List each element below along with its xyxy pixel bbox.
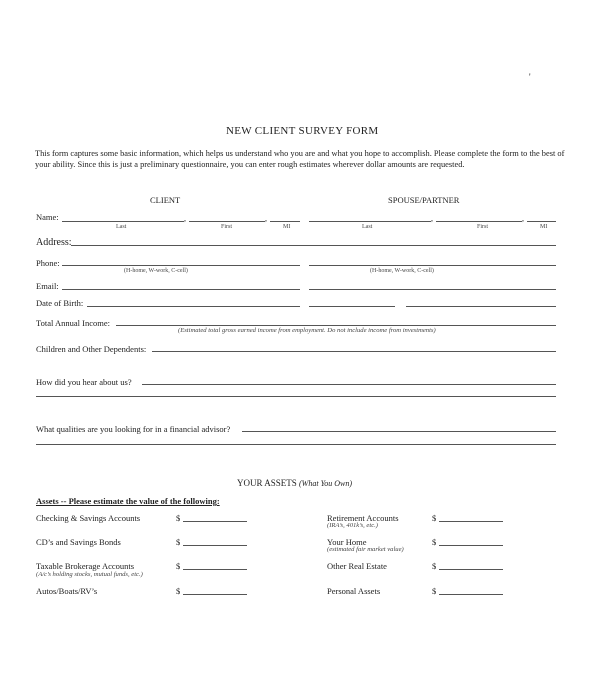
- assets-heading: [237, 478, 352, 488]
- hear-about-field-line2[interactable]: [36, 396, 556, 397]
- currency-symbol: $: [432, 561, 437, 571]
- asset-label-retirement: Retirement Accounts: [327, 513, 399, 523]
- spouse-last-name-field[interactable]: [309, 221, 431, 222]
- spouse-mi-sublabel: MI: [540, 224, 548, 230]
- address-label: Address:: [36, 237, 72, 248]
- asset-label-cds: CD’s and Savings Bonds: [36, 537, 121, 547]
- corner-mark: ': [529, 72, 531, 82]
- form-intro: This form captures some basic information, which helps us understand who you are and what you hope to accomplish. Please complete the form to the best of your ability. Since this is just a preliminary questionnaire, you can enter rough estimates wherever dollar amounts are requested.: [35, 149, 565, 169]
- spouse-first-name-field[interactable]: [436, 221, 522, 222]
- extra-dob-field[interactable]: [406, 306, 556, 307]
- assets-heading-text: YOUR ASSETS: [237, 478, 297, 488]
- asset-label-brokerage: Taxable Brokerage Accounts: [36, 561, 135, 571]
- phone-label: Phone:: [36, 258, 60, 268]
- spouse-email-field[interactable]: [309, 289, 556, 290]
- spouse-phone-field[interactable]: [309, 265, 556, 266]
- client-last-sublabel: Last: [116, 224, 127, 230]
- qualities-field-line2[interactable]: [36, 444, 556, 445]
- client-column-heading: CLIENT: [150, 195, 181, 205]
- asset-note-home: (estimated fair market value): [327, 546, 404, 553]
- dob-label: Date of Birth:: [36, 298, 84, 308]
- currency-symbol: $: [432, 586, 437, 596]
- currency-symbol: $: [176, 586, 181, 596]
- name-separator: ,: [431, 214, 433, 223]
- email-label: Email:: [36, 281, 59, 291]
- qualities-field[interactable]: [242, 431, 556, 432]
- spouse-phone-hint: (H-home, W-work, C-cell): [370, 268, 434, 274]
- checking-amount-field[interactable]: [183, 521, 247, 522]
- name-separator: ,: [184, 214, 186, 223]
- asset-note-retirement: (IRA’s, 401k’s, etc.): [327, 522, 378, 529]
- currency-symbol: $: [432, 537, 437, 547]
- spouse-mi-field[interactable]: [527, 221, 556, 222]
- personal-amount-field[interactable]: [439, 594, 503, 595]
- client-mi-sublabel: MI: [283, 224, 291, 230]
- spouse-last-sublabel: Last: [362, 224, 373, 230]
- client-email-field[interactable]: [62, 289, 300, 290]
- asset-label-real-estate: Other Real Estate: [327, 561, 387, 571]
- name-separator: ,: [265, 214, 267, 223]
- asset-label-checking: Checking & Savings Accounts: [36, 513, 141, 523]
- assets-heading-note: (What You Own): [299, 479, 353, 488]
- name-label: Name:: [36, 212, 59, 222]
- address-field[interactable]: [71, 245, 556, 246]
- asset-label-personal: Personal Assets: [327, 586, 381, 596]
- income-label: Total Annual Income:: [36, 318, 110, 328]
- home-amount-field[interactable]: [439, 545, 503, 546]
- qualities-label: What qualities are you looking for in a financial advisor?: [36, 424, 231, 434]
- name-separator: ,: [522, 214, 524, 223]
- client-phone-field[interactable]: [62, 265, 300, 266]
- autos-amount-field[interactable]: [183, 594, 247, 595]
- currency-symbol: $: [176, 513, 181, 523]
- client-mi-field[interactable]: [270, 221, 300, 222]
- brokerage-amount-field[interactable]: [183, 569, 247, 570]
- client-phone-hint: (H-home, W-work, C-cell): [124, 268, 188, 274]
- hear-about-label: How did you hear about us?: [36, 377, 132, 387]
- dependents-field[interactable]: [152, 351, 556, 352]
- client-first-sublabel: First: [221, 224, 233, 230]
- asset-label-autos: Autos/Boats/RV’s: [36, 586, 98, 596]
- asset-label-home: Your Home: [327, 537, 367, 547]
- dependents-label: Children and Other Dependents:: [36, 344, 147, 354]
- currency-symbol: $: [432, 513, 437, 523]
- assets-instruction: Assets -- Please estimate the value of the following:: [36, 496, 220, 506]
- retirement-amount-field[interactable]: [439, 521, 503, 522]
- income-hint: (Estimated total gross earned income from employment. Do not include income from investments): [178, 327, 436, 334]
- currency-symbol: $: [176, 537, 181, 547]
- client-dob-field[interactable]: [87, 306, 300, 307]
- spouse-first-sublabel: First: [477, 224, 489, 230]
- spouse-column-heading: SPOUSE/PARTNER: [388, 195, 460, 205]
- real-estate-amount-field[interactable]: [439, 569, 503, 570]
- currency-symbol: $: [176, 561, 181, 571]
- spouse-dob-field[interactable]: [309, 306, 395, 307]
- hear-about-field[interactable]: [142, 384, 556, 385]
- client-last-name-field[interactable]: [62, 221, 184, 222]
- form-title: NEW CLIENT SURVEY FORM: [226, 125, 379, 137]
- income-field[interactable]: [116, 325, 556, 326]
- client-first-name-field[interactable]: [189, 221, 265, 222]
- cds-amount-field[interactable]: [183, 545, 247, 546]
- asset-note-brokerage: (A/c’s holding stocks, mutual funds, etc.): [36, 571, 143, 578]
